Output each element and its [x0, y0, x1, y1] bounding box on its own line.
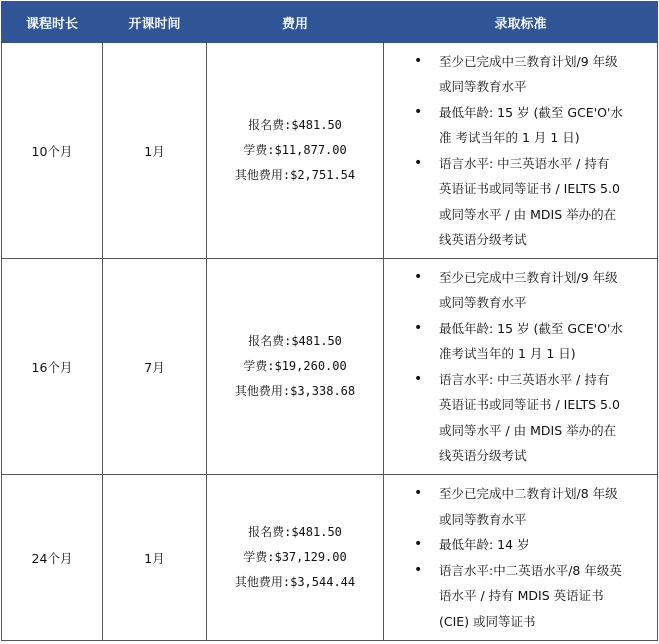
- header-duration: 课程时长: [2, 2, 103, 43]
- criteria-cell: [384, 475, 658, 641]
- fee-registration: 报名费:$481.50: [248, 334, 342, 348]
- duration-cell: 24个月: [2, 475, 103, 641]
- table-row: [2, 43, 658, 259]
- table-row: [2, 259, 658, 475]
- criteria-cell: [384, 259, 658, 475]
- header-fees: 费用: [207, 2, 384, 43]
- fee-tuition: 学费:$11,877.00: [243, 143, 347, 157]
- criteria-list: [384, 49, 651, 253]
- fee-registration: 报名费:$481.50: [248, 525, 342, 539]
- start-cell: 1月: [103, 43, 207, 259]
- start-cell: 7月: [103, 259, 207, 475]
- criteria-list: [384, 481, 651, 634]
- criteria-item: • 至少已完成中二教育计划/8 年级 或同等教育水平: [384, 481, 651, 532]
- criteria-item: • 最低年龄: 15 岁 (截至 GCE'O'水 准 考试当年的 1 月 1 日): [384, 100, 651, 151]
- fees-cell: [207, 475, 384, 641]
- fees-cell: [207, 43, 384, 259]
- fee-tuition: 学费:$37,129.00: [243, 550, 347, 564]
- fee-registration: 报名费:$481.50: [248, 118, 342, 132]
- fee-other: 其他费用:$3,544.44: [234, 575, 356, 589]
- criteria-item: • 语言水平:中二英语水平/8 年级英 语水平 / 持有 MDIS 英语证书 (CIE) 或同等证书: [384, 558, 651, 635]
- header-row: [2, 2, 658, 43]
- table-row: [2, 475, 658, 641]
- course-table: [1, 1, 658, 641]
- duration-cell: 10个月: [2, 43, 103, 259]
- fee-tuition: 学费:$19,260.00: [243, 359, 347, 373]
- criteria-list: [384, 265, 651, 469]
- criteria-item: • 至少已完成中三教育计划/9 年级 或同等教育水平: [384, 49, 651, 100]
- criteria-item: • 语言水平: 中三英语水平 / 持有 英语证书或同等证书 / IELTS 5.0 或同等水平 / 由 MDIS 举办的在 线英语分级考试: [384, 151, 651, 253]
- header-start: 开课时间: [103, 2, 207, 43]
- criteria-item: • 最低年龄: 15 岁 (截至 GCE'O'水 准考试当年的 1 月 1 日): [384, 316, 651, 367]
- criteria-item: • 至少已完成中三教育计划/9 年级 或同等教育水平: [384, 265, 651, 316]
- duration-cell: 16个月: [2, 259, 103, 475]
- criteria-item: • 最低年龄: 14 岁: [384, 532, 651, 558]
- criteria-cell: [384, 43, 658, 259]
- fees-cell: [207, 259, 384, 475]
- start-cell: 1月: [103, 475, 207, 641]
- header-criteria: 录取标准: [384, 2, 658, 43]
- criteria-item: • 语言水平: 中三英语水平 / 持有 英语证书或同等证书 / IELTS 5.0 或同等水平 / 由 MDIS 举办的在 线英语分级考试: [384, 367, 651, 469]
- fee-other: 其他费用:$3,338.68: [234, 384, 356, 398]
- fee-other: 其他费用:$2,751.54: [234, 168, 356, 182]
